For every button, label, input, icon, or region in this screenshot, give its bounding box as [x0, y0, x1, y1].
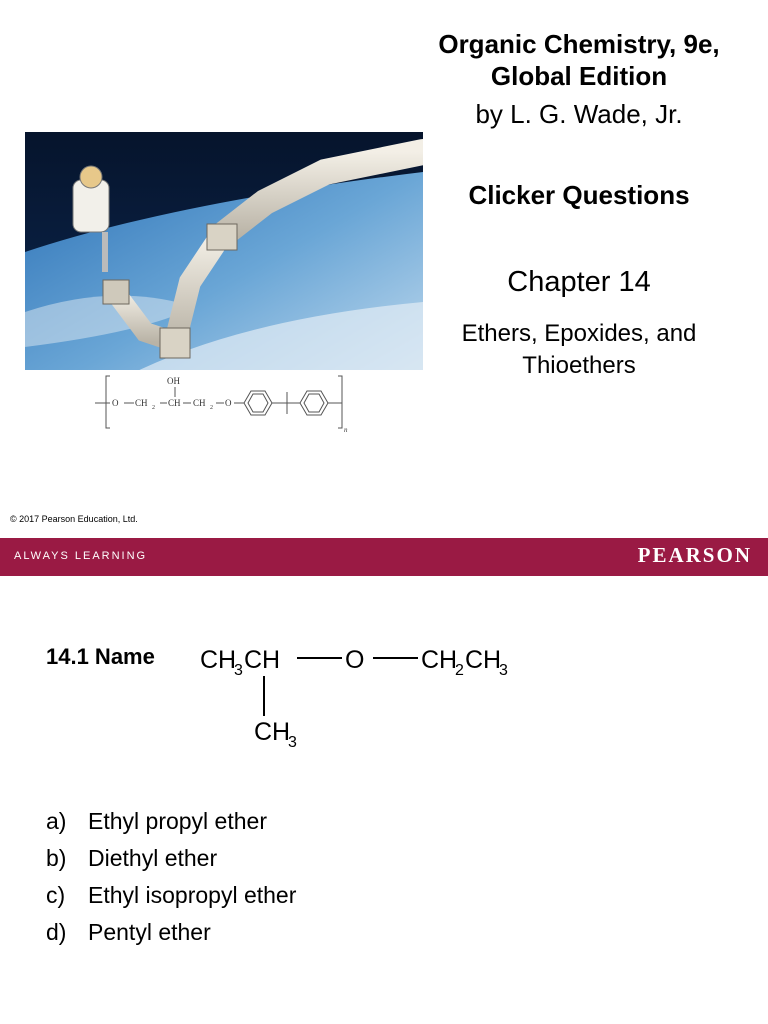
polymer-ch2-label: CH [135, 398, 148, 408]
banner-tagline: ALWAYS LEARNING [14, 550, 148, 562]
book-title-line1: Organic Chemistry, 9e, [438, 29, 720, 59]
structure-sub-right1: 2 [455, 662, 464, 679]
polymer-o2-label: O [225, 398, 232, 408]
structure-branch: CH [254, 718, 291, 746]
cover-image [25, 132, 423, 434]
answer-text: Diethyl ether [88, 845, 218, 871]
answer-option-b[interactable] [46, 845, 296, 882]
answer-text: Ethyl isopropyl ether [88, 882, 297, 908]
answer-letter: a) [46, 808, 67, 834]
chapter-subtitle [420, 318, 738, 382]
question-label: 14.1 Name [46, 644, 155, 669]
copyright-text: © 2017 Pearson Education, Ltd. [10, 514, 138, 524]
book-title-line2: Global Edition [490, 61, 668, 91]
chapter-subtitle-line1: Ethers, Epoxides, and [461, 320, 697, 347]
polymer-sub-label-2: 2 [210, 405, 213, 411]
answer-letter: c) [46, 882, 66, 908]
structure-branch-sub: 3 [288, 734, 297, 751]
structure-ch-right2: CH [465, 646, 502, 674]
polymer-ch2b-label: CH [193, 398, 206, 408]
structure-ch-left: CH [200, 646, 237, 674]
structure-sub-left: 3 [234, 662, 243, 679]
chapter-subtitle-line2: Thioethers [522, 352, 636, 379]
structure-sub-right2: 3 [499, 662, 508, 679]
footer-banner [0, 538, 768, 576]
polymer-o1-label: O [112, 398, 119, 408]
ether-structure [196, 632, 556, 752]
answer-option-a[interactable] [46, 808, 296, 845]
pearson-logo: PEARSON [637, 543, 752, 567]
structure-ch-center: CH [244, 646, 281, 674]
structure-ch-right1: CH [421, 646, 458, 674]
structure-oxygen: O [345, 646, 365, 674]
answer-letter: b) [46, 845, 67, 871]
answer-option-d[interactable] [46, 919, 296, 956]
clicker-heading: Clicker Questions [468, 180, 690, 210]
polymer-sub-label: 2 [152, 405, 155, 411]
polymer-n-label: n [344, 426, 348, 434]
book-author: by L. G. Wade, Jr. [475, 99, 683, 129]
polymer-oh-label: OH [167, 376, 180, 386]
answer-option-c[interactable] [46, 882, 296, 919]
answer-text: Pentyl ether [88, 919, 211, 945]
chapter-title: Chapter 14 [507, 266, 651, 298]
book-title [400, 28, 758, 92]
answer-letter: d) [46, 919, 67, 945]
answer-list [46, 808, 296, 956]
polymer-ch-label: CH [168, 398, 181, 408]
answer-text: Ethyl propyl ether [88, 808, 267, 834]
